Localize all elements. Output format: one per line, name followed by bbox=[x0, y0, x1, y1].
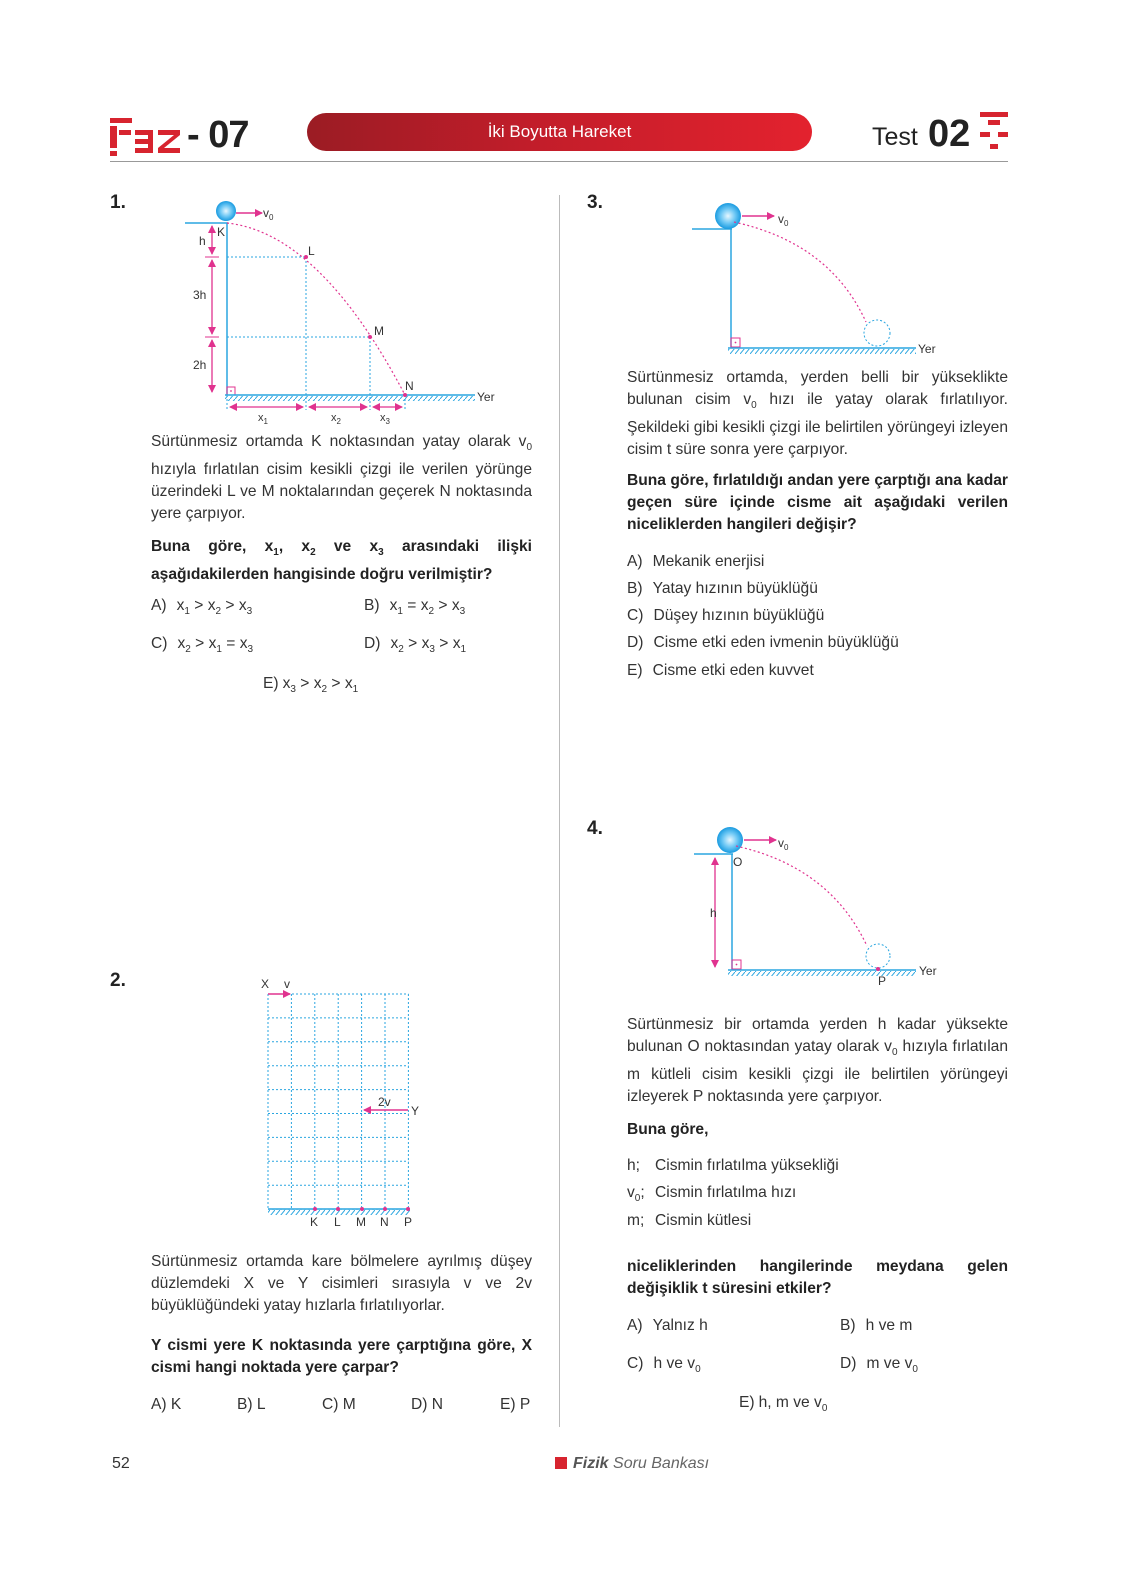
footer-square-icon bbox=[555, 1457, 567, 1469]
q1-point-k: K bbox=[217, 225, 226, 239]
q3-ground-label: Yer bbox=[918, 342, 936, 356]
q1-option-c[interactable]: C) $x_2 > x_1 = x_3$ bbox=[151, 635, 254, 656]
book-footer: Fizik Soru Bankası bbox=[555, 1455, 709, 1473]
q1-x3-label: $x_3$ bbox=[380, 412, 390, 426]
q2-point-k: K bbox=[310, 1215, 319, 1229]
q1-ground-label: Yer bbox=[477, 390, 495, 404]
q2-option-a[interactable]: A) K bbox=[151, 1396, 182, 1413]
q1-v0-label: $v_0$ bbox=[263, 206, 274, 222]
test-label: Test bbox=[872, 123, 918, 151]
q1-x1-label: $x_1$ bbox=[258, 412, 268, 426]
q2-point-m: M bbox=[356, 1215, 366, 1229]
test-logo-icon bbox=[980, 110, 1010, 154]
q4-item-m: m; Cismin kütlesi bbox=[627, 1212, 752, 1229]
q4-question-intro: Buna göre, bbox=[627, 1121, 709, 1138]
q4-option-b[interactable]: B) h ve m bbox=[840, 1317, 913, 1334]
q1-2h-label: 2h bbox=[193, 358, 207, 372]
q1-option-a[interactable]: A) $x_1 > x_2 > x_3$ bbox=[151, 597, 253, 618]
q3-option-d[interactable]: D) Cisme etki eden ivmenin büyüklüğü bbox=[627, 634, 899, 651]
q2-question: Y cismi yere K noktasında yere çarptığına göre, X cismi hangi noktada yere çarpar? bbox=[151, 1337, 532, 1376]
q1-option-e[interactable]: E) $x_3 > x_2 > x_1$ bbox=[263, 675, 359, 696]
q4-option-e[interactable]: E) h, m ve $v_0$ bbox=[739, 1394, 828, 1415]
question-2-number: 2. bbox=[110, 970, 126, 991]
q1-h-label: h bbox=[199, 234, 206, 248]
q1-x2-label: $x_2$ bbox=[331, 412, 341, 426]
q1-question: Buna göre, $x_1$, $x_2$ ve $x_3$ arasındaki ilişki aşağıdakilerden hangisinde doğru verilmiştir? bbox=[151, 538, 532, 584]
q4-item-v0: $v_0$; Cismin fırlatılma hızı bbox=[627, 1184, 797, 1205]
q2-grid-figure bbox=[250, 970, 440, 1235]
q3-option-c[interactable]: C) Düşey hızının büyüklüğü bbox=[627, 607, 825, 624]
q1-point-n: N bbox=[405, 379, 414, 393]
q4-text: Sürtünmesiz bir ortamda yerden h kadar yüksekte bulunan O noktasından yatay olarak $v_0$ hızıyla fırlatılan m kütleli cisim kesikli çizgi ile belirtilen yörüngeyi izleyerek P noktasında yere çarpıyor. bbox=[627, 1016, 1009, 1106]
q2-point-p: P bbox=[404, 1215, 413, 1229]
q1-option-d[interactable]: D) $x_2 > x_3 > x_1$ bbox=[364, 635, 467, 656]
q4-option-d[interactable]: D) m ve $v_0$ bbox=[840, 1355, 918, 1376]
q4-question: niceliklerinden hangilerinde meydana gelen değişiklik t süresini etkiler? bbox=[627, 1258, 1008, 1297]
q3-question: Buna göre, fırlatıldığı andan yere çarptığı ana kadar geçen süre içinde cisme ait aşağıdaki verilen niceliklerden hangileri değişir? bbox=[627, 472, 1008, 533]
q4-option-c[interactable]: C) h ve $v_0$ bbox=[627, 1355, 701, 1376]
q4-item-h: h; Cismin fırlatılma yüksekliği bbox=[627, 1157, 839, 1174]
question-1-number: 1. bbox=[110, 192, 126, 213]
column-divider bbox=[559, 195, 560, 1427]
q1-option-b[interactable]: B) $x_1 = x_2 > x_3$ bbox=[364, 597, 466, 618]
q3-v0-label: $v_0$ bbox=[778, 212, 789, 228]
q3-option-e[interactable]: E) Cisme etki eden kuvvet bbox=[627, 662, 814, 679]
q2-point-l: L bbox=[334, 1215, 341, 1229]
q2-y-label: Y bbox=[411, 1104, 420, 1118]
q4-option-a[interactable]: A) Yalnız h bbox=[627, 1317, 708, 1334]
q2-x-label: X bbox=[261, 977, 270, 991]
q2-option-e[interactable]: E) P bbox=[500, 1396, 531, 1413]
q4-ground-label: Yer bbox=[919, 964, 937, 978]
topic-banner: İki Boyutta Hareket bbox=[307, 113, 812, 151]
header-rule bbox=[110, 161, 1008, 162]
q4-h-label: h bbox=[710, 906, 717, 920]
q1-3h-label: 3h bbox=[193, 288, 207, 302]
q2-2v-label: 2v bbox=[378, 1095, 391, 1109]
q2-option-b[interactable]: B) L bbox=[237, 1396, 266, 1413]
q2-option-d[interactable]: D) N bbox=[411, 1396, 444, 1413]
q3-option-b[interactable]: B) Yatay hızının büyüklüğü bbox=[627, 580, 818, 597]
q1-point-m: M bbox=[374, 324, 384, 338]
q3-text: Sürtünmesiz ortamda, yerden belli bir yükseklikte bulunan cisim $v_0$ hızı ile yatay olarak fırlatılıyor. Şekildeki gibi kesikli çizgi ile belirtilen yörüngeyi izleyen cisim t süre sonra yere çarpıyor. bbox=[627, 369, 1008, 459]
q3-option-a[interactable]: A) Mekanik enerjisi bbox=[627, 553, 765, 570]
page-number: 52 bbox=[112, 1455, 130, 1472]
q2-option-c[interactable]: C) M bbox=[322, 1396, 356, 1413]
q3-projectile-figure bbox=[690, 198, 950, 360]
q1-projectile-figure bbox=[180, 195, 510, 430]
q2-point-n: N bbox=[380, 1215, 389, 1229]
question-4-number: 4. bbox=[587, 818, 603, 839]
q1-text: Sürtünmesiz ortamda K noktasından yatay olarak $v_0$ hızıyla fırlatılan cisim kesikli çizgi ile verilen yörünge üzerindeki L ve M noktalarından geçerek N noktasında yere çarpıyor. bbox=[151, 433, 532, 523]
q1-point-l: L bbox=[308, 244, 315, 258]
series-number: - 07 bbox=[187, 114, 249, 156]
q4-projectile-figure bbox=[690, 822, 950, 992]
q4-point-p: P bbox=[878, 974, 887, 988]
q4-v0-label: $v_0$ bbox=[778, 836, 789, 852]
question-3-number: 3. bbox=[587, 192, 603, 213]
test-number: 02 bbox=[928, 113, 971, 155]
q2-text: Sürtünmesiz ortamda kare bölmelere ayrılmış düşey düzlemdeki X ve Y cisimleri sırasıyla v ve 2v büyüklüğündeki yatay hızlarla fırlatılıyorlar. bbox=[151, 1253, 532, 1314]
q2-v-label: v bbox=[284, 977, 290, 991]
q4-point-o: O bbox=[733, 855, 743, 869]
